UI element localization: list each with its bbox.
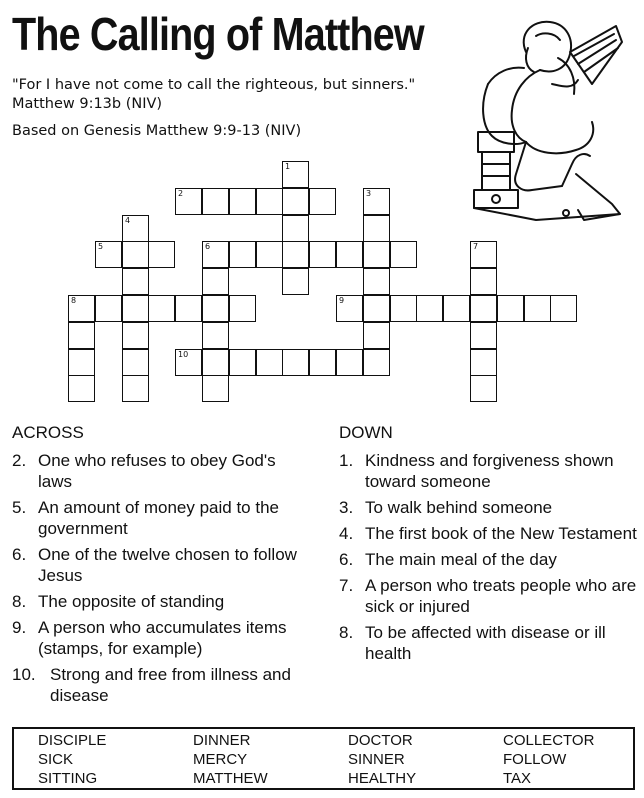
word-bank-item: SINNER (348, 751, 405, 768)
crossword-cell[interactable] (256, 349, 283, 376)
crossword-cell[interactable] (95, 241, 122, 268)
crossword-cell[interactable] (68, 349, 95, 376)
crossword-cell[interactable] (68, 322, 95, 349)
clue-number: 6. (12, 545, 27, 564)
crossword-cell[interactable] (256, 241, 283, 268)
crossword-cell[interactable] (202, 375, 229, 402)
word-bank-item: SICK (38, 751, 74, 768)
clue-text: A person who accumulates items (stamps, for example) (38, 618, 287, 658)
quote-reference: Matthew 9:13b (NIV) (12, 96, 163, 112)
clue-number-label: 4 (125, 216, 131, 225)
clue-number: 7. (339, 576, 354, 595)
crossword-cell[interactable] (202, 268, 229, 295)
crossword-cell[interactable] (336, 349, 363, 376)
crossword-cell[interactable] (202, 188, 229, 215)
crossword-cell[interactable] (122, 241, 149, 268)
crossword-cell[interactable] (282, 188, 309, 215)
clue-number-label: 8 (71, 296, 77, 305)
clue-number: 10. (12, 665, 36, 684)
crossword-cell[interactable] (229, 349, 256, 376)
crossword-cell[interactable] (229, 295, 256, 322)
word-bank-item: DINNER (193, 732, 251, 749)
crossword-cell[interactable] (122, 322, 149, 349)
clue-text: One who refuses to obey God's laws (38, 451, 276, 491)
crossword-cell[interactable] (363, 349, 390, 376)
clue-item (339, 523, 639, 544)
word-bank-item: SITTING (38, 770, 98, 787)
across-clues (12, 422, 312, 711)
crossword-cell[interactable] (470, 295, 497, 322)
crossword-cell[interactable] (416, 295, 443, 322)
crossword-cell[interactable] (550, 295, 577, 322)
crossword-cell[interactable] (470, 349, 497, 376)
clue-text: An amount of money paid to the government (38, 498, 279, 538)
clue-number: 4. (339, 524, 354, 543)
clue-text: Kindness and forgiveness shown toward someone (365, 451, 614, 491)
clue-number: 8. (339, 623, 354, 642)
clue-text: One of the twelve chosen to follow Jesus (38, 545, 297, 585)
word-bank (12, 727, 635, 790)
word-bank-item: HEALTHY (348, 770, 417, 787)
clue-number: 1. (339, 451, 354, 470)
based-on-reference: Based on Genesis Matthew 9:9-13 (NIV) (12, 123, 302, 139)
crossword-cell[interactable] (202, 322, 229, 349)
crossword-cell[interactable] (309, 241, 336, 268)
clue-text: The opposite of standing (38, 592, 225, 611)
clue-number-label: 7 (473, 242, 479, 251)
down-clues (339, 422, 639, 669)
word-bank-item: MERCY (193, 751, 248, 768)
clue-number-label: 3 (366, 189, 372, 198)
clue-text: Strong and free from illness and disease (50, 665, 291, 705)
clue-text: A person who treats people who are sick or injured (365, 576, 637, 616)
crossword-cell[interactable] (336, 241, 363, 268)
clue-item (12, 617, 312, 659)
word-bank-item: COLLECTOR (503, 732, 595, 749)
crossword-cell[interactable] (363, 241, 390, 268)
crossword-cell[interactable] (202, 295, 229, 322)
clue-number-label: 1 (285, 162, 291, 171)
crossword-cell[interactable] (122, 375, 149, 402)
clue-item (12, 544, 312, 586)
clue-number: 2. (12, 451, 27, 470)
word-bank-item: DOCTOR (348, 732, 413, 749)
crossword-cell[interactable] (229, 188, 256, 215)
crossword-cell[interactable] (336, 295, 363, 322)
clue-number-label: 5 (98, 242, 104, 251)
crossword-cell[interactable] (202, 349, 229, 376)
clue-item (339, 497, 639, 518)
clue-item (339, 549, 639, 570)
crossword-cell[interactable] (282, 268, 309, 295)
clue-item (339, 575, 639, 617)
crossword-cell[interactable] (282, 241, 309, 268)
crossword-cell[interactable] (524, 295, 551, 322)
clue-number-label: 9 (339, 296, 345, 305)
clue-item (12, 591, 312, 612)
crossword-cell[interactable] (95, 295, 122, 322)
clue-item (12, 497, 312, 539)
word-bank-item: MATTHEW (193, 770, 268, 787)
crossword-cell[interactable] (497, 295, 524, 322)
clue-text: To walk behind someone (365, 498, 553, 517)
crossword-cell[interactable] (122, 268, 149, 295)
crossword-cell[interactable] (122, 215, 149, 242)
crossword-cell[interactable] (256, 188, 283, 215)
clue-item (12, 450, 312, 492)
crossword-cell[interactable] (148, 241, 175, 268)
clue-text: The main meal of the day (365, 550, 557, 569)
clue-number: 8. (12, 592, 27, 611)
crossword-cell[interactable] (470, 241, 497, 268)
crossword-cell[interactable] (202, 241, 229, 268)
clue-number: 9. (12, 618, 27, 637)
clue-text: To be affected with disease or ill health (365, 623, 606, 663)
crossword-cell[interactable] (229, 241, 256, 268)
quote-text: "For I have not come to call the righteous, but sinners." (12, 77, 416, 93)
clue-number: 6. (339, 550, 354, 569)
crossword-cell[interactable] (175, 349, 202, 376)
crossword-cell[interactable] (282, 349, 309, 376)
crossword-cell[interactable] (282, 215, 309, 242)
crossword-cell[interactable] (175, 295, 202, 322)
crossword-cell[interactable] (309, 188, 336, 215)
crossword-cell[interactable] (122, 295, 149, 322)
clue-number: 5. (12, 498, 27, 517)
crossword-cell[interactable] (122, 349, 149, 376)
page-title: The Calling of Matthew (12, 8, 424, 60)
crossword-cell[interactable] (68, 295, 95, 322)
crossword-cell[interactable] (390, 295, 417, 322)
crossword-cell[interactable] (470, 322, 497, 349)
crossword-cell[interactable] (68, 375, 95, 402)
crossword-cell[interactable] (363, 295, 390, 322)
crossword-cell[interactable] (390, 241, 417, 268)
clue-item (339, 450, 639, 492)
clue-number-label: 6 (205, 242, 211, 251)
clue-number-label: 10 (178, 350, 189, 359)
crossword-cell[interactable] (443, 295, 470, 322)
crossword-cell[interactable] (148, 295, 175, 322)
across-heading: ACROSS (12, 423, 84, 442)
word-bank-item: DISCIPLE (38, 732, 107, 749)
clue-text: The first book of the New Testament (365, 524, 637, 543)
clue-number: 3. (339, 498, 354, 517)
clue-item (339, 622, 639, 664)
crossword-cell[interactable] (363, 188, 390, 215)
crossword-cell[interactable] (470, 375, 497, 402)
crossword-cell[interactable] (282, 161, 309, 188)
crossword-cell[interactable] (309, 349, 336, 376)
down-heading: DOWN (339, 423, 393, 442)
word-bank-item: FOLLOW (503, 751, 567, 768)
crossword-cell[interactable] (175, 188, 202, 215)
crossword-cell[interactable] (470, 268, 497, 295)
crossword-cell[interactable] (363, 215, 390, 242)
crossword-cell[interactable] (363, 322, 390, 349)
clue-number-label: 2 (178, 189, 184, 198)
word-bank-item: TAX (503, 770, 532, 787)
crossword-cell[interactable] (363, 268, 390, 295)
clue-item (12, 664, 312, 706)
